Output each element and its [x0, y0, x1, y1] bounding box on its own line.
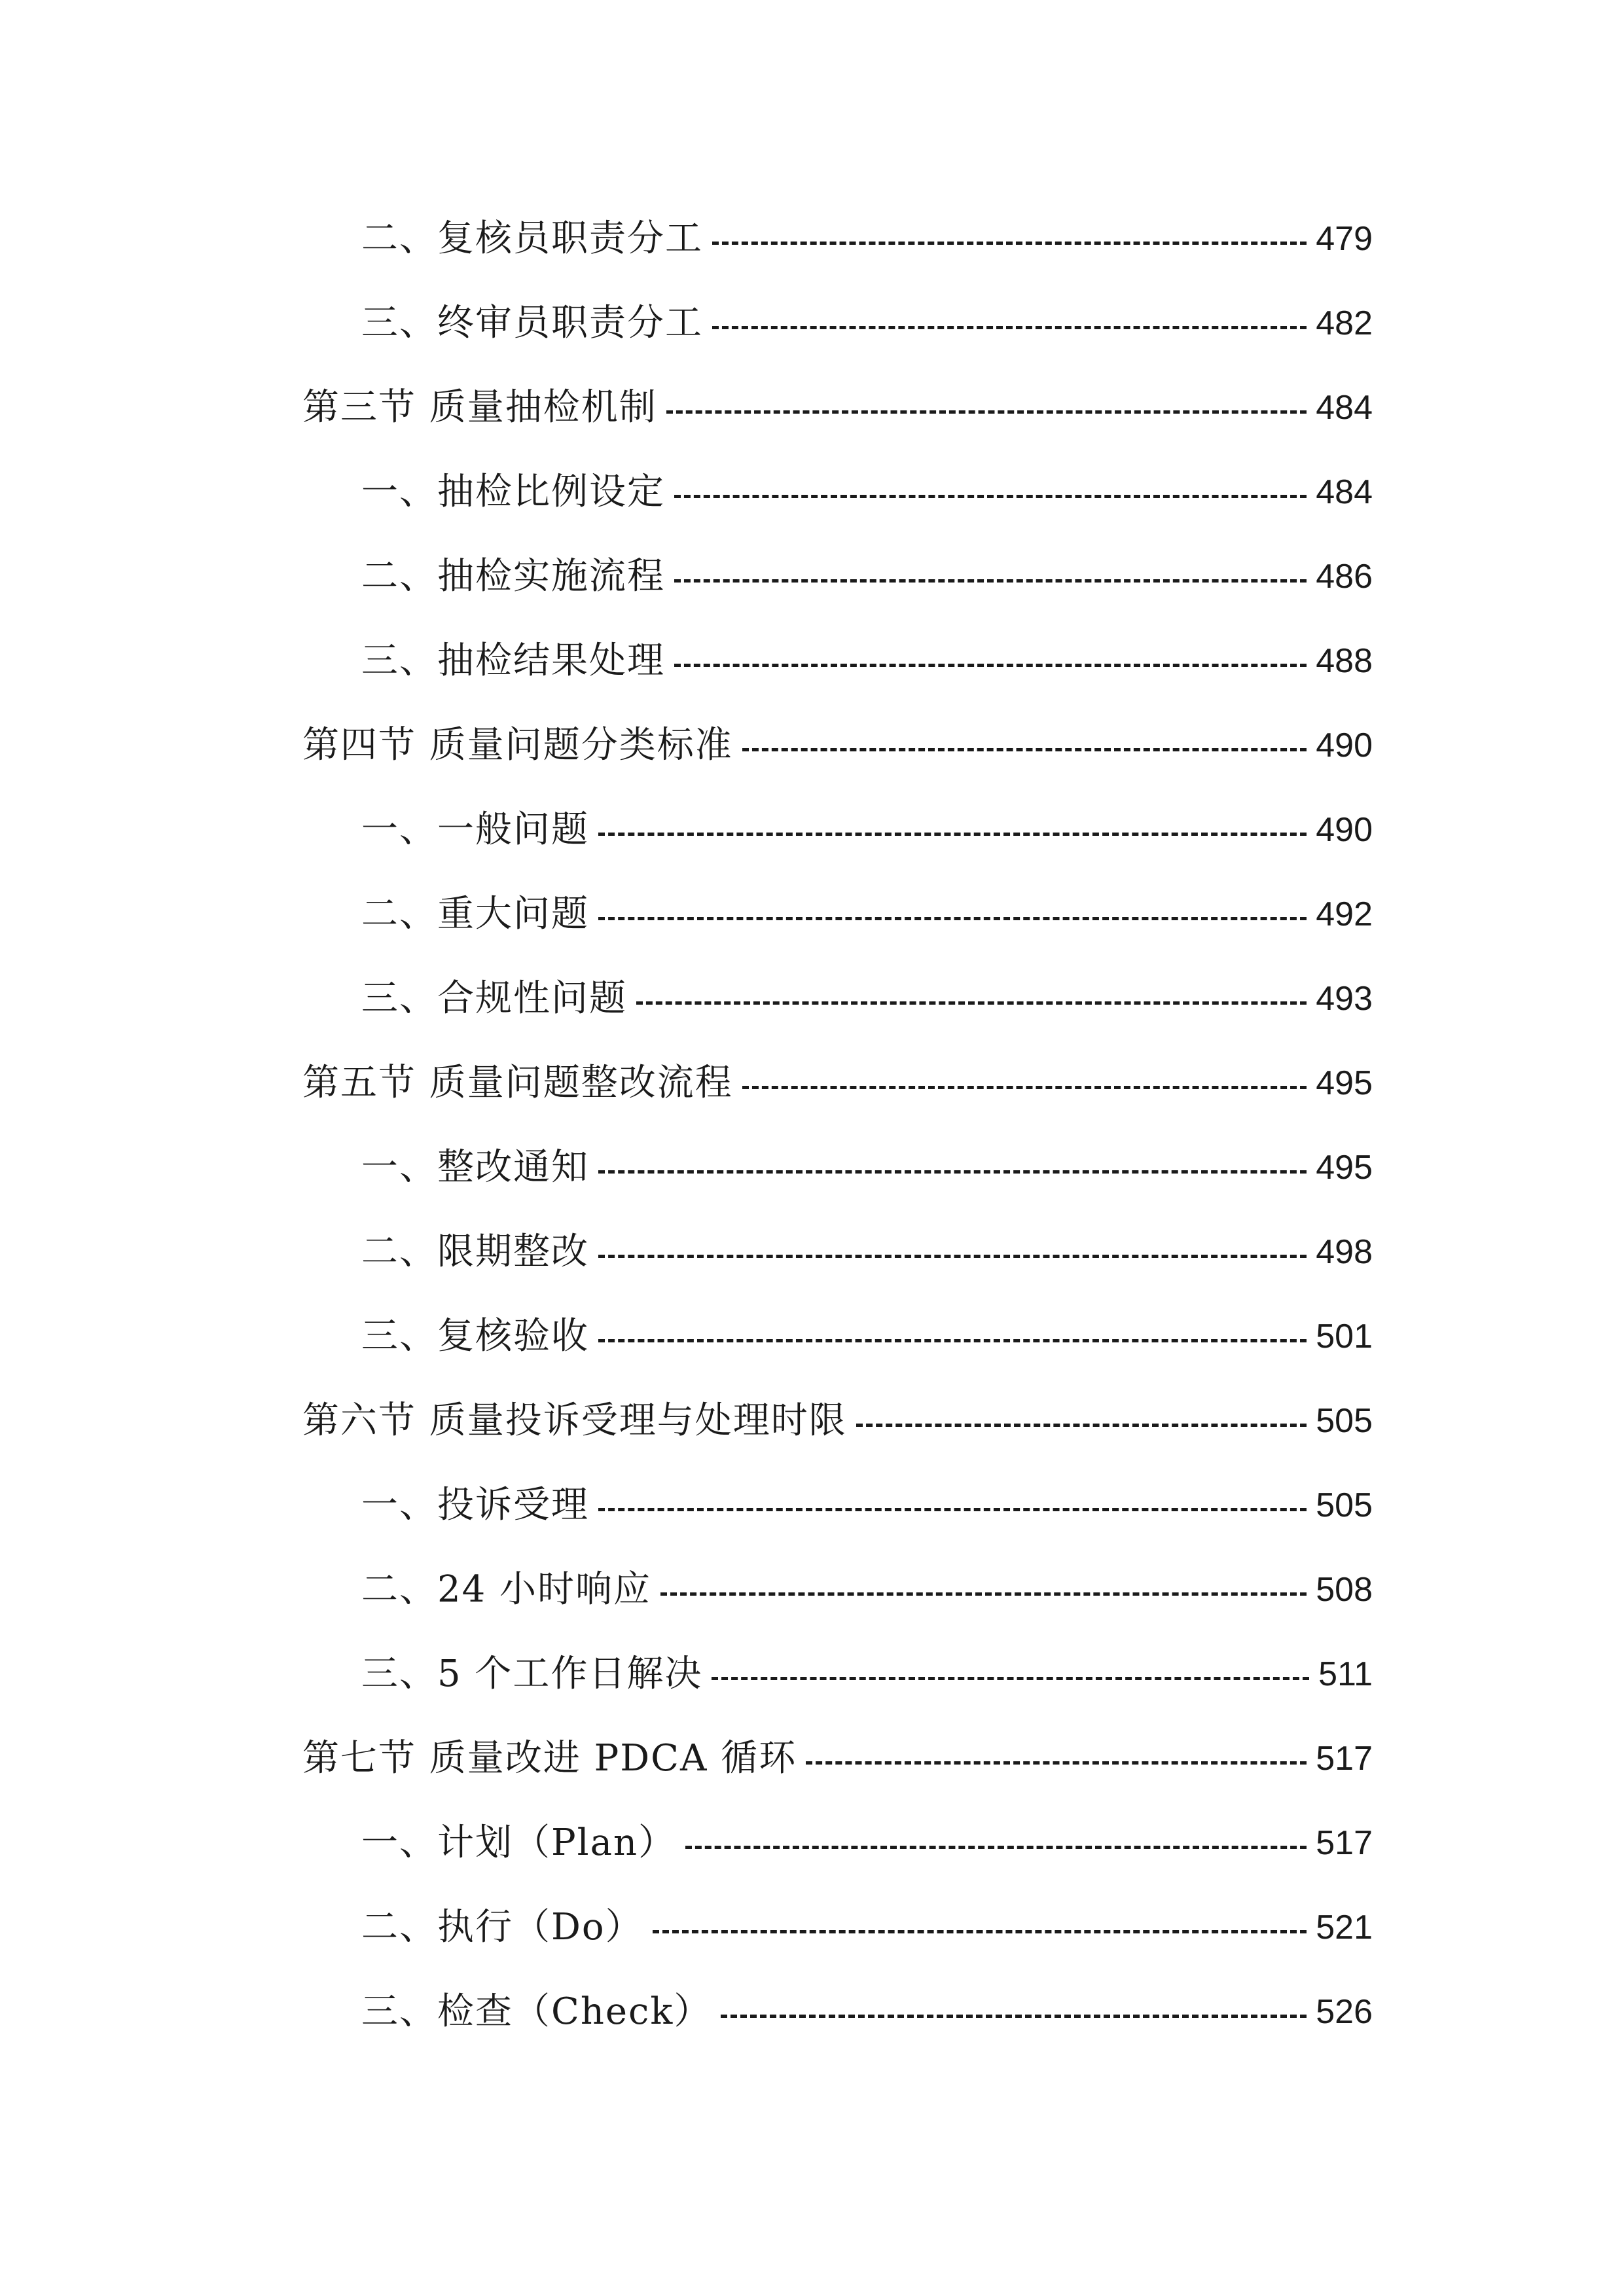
toc-page-number: 495 — [1316, 1149, 1373, 1187]
toc-entry[interactable] — [0, 547, 1624, 606]
toc-leader-dashes — [674, 579, 1307, 583]
toc-entry[interactable] — [0, 294, 1624, 353]
toc-page-number: 490 — [1316, 811, 1373, 849]
toc-page-number: 495 — [1316, 1064, 1373, 1102]
toc-entry-label: 二、限期整改 — [361, 1230, 589, 1273]
toc-leader-dashes — [660, 1592, 1307, 1596]
toc-leader-dashes — [712, 1677, 1309, 1680]
toc-leader-dashes — [653, 1930, 1307, 1933]
toc-entry[interactable] — [0, 885, 1624, 944]
toc-entry-section[interactable] — [0, 1729, 1624, 1788]
toc-page-number: 505 — [1316, 1402, 1373, 1440]
toc-page-number: 484 — [1316, 389, 1373, 427]
toc-page-number: 508 — [1316, 1571, 1373, 1609]
toc-entry-label: 三、合规性问题 — [361, 977, 627, 1020]
toc-entry[interactable] — [0, 1138, 1624, 1197]
toc-page-number: 482 — [1316, 304, 1373, 342]
toc-leader-dashes — [856, 1424, 1307, 1427]
toc-entry-label: 一、整改通知 — [361, 1146, 589, 1189]
toc-page-number: 501 — [1316, 1318, 1373, 1355]
toc-entry[interactable] — [0, 1560, 1624, 1619]
toc-entry-section[interactable] — [0, 378, 1624, 437]
toc-leader-dashes — [712, 326, 1307, 329]
toc-leader-dashes — [598, 1170, 1307, 1174]
toc-page-number: 517 — [1316, 1824, 1373, 1862]
toc-page-number: 521 — [1316, 1909, 1373, 1946]
toc-entry[interactable] — [0, 1476, 1624, 1535]
toc-entry-label: 一、计划（Plan） — [361, 1821, 677, 1864]
toc-entry[interactable] — [0, 1223, 1624, 1282]
toc-page-number: 492 — [1316, 895, 1373, 933]
toc-page-number: 526 — [1316, 1993, 1373, 2031]
toc-entry-label: 第六节 质量投诉受理与处理时限 — [302, 1399, 847, 1442]
toc-entry[interactable] — [0, 1898, 1624, 1957]
toc-leader-dashes — [806, 1761, 1307, 1765]
toc-entry[interactable] — [0, 1307, 1624, 1366]
toc-leader-dashes — [666, 410, 1307, 414]
toc-entry[interactable] — [0, 632, 1624, 691]
toc-entry-label: 一、抽检比例设定 — [361, 471, 665, 513]
toc-leader-dashes — [674, 495, 1307, 498]
toc-page-number: 498 — [1316, 1233, 1373, 1271]
toc-entry[interactable] — [0, 209, 1624, 268]
toc-entry-label: 第三节 质量抽检机制 — [302, 386, 657, 429]
toc-entry[interactable] — [0, 463, 1624, 522]
toc-entry-label: 三、检查（Check） — [361, 1990, 712, 2033]
toc-entry-label: 二、复核员职责分工 — [361, 217, 703, 260]
toc-page-number: 479 — [1316, 220, 1373, 258]
toc-entry[interactable] — [0, 1645, 1624, 1704]
toc-page-number: 484 — [1316, 473, 1373, 511]
toc-leader-dashes — [636, 1001, 1307, 1005]
toc-entry-label: 第七节 质量改进 PDCA 循环 — [302, 1737, 797, 1780]
toc-page-number: 488 — [1316, 642, 1373, 680]
toc-entry-label: 二、重大问题 — [361, 893, 589, 935]
toc-entry[interactable] — [0, 1982, 1624, 2041]
toc-page-number: 493 — [1316, 980, 1373, 1018]
toc-entry[interactable] — [0, 1814, 1624, 1873]
toc-entry[interactable] — [0, 800, 1624, 859]
toc-entry-label: 一、投诉受理 — [361, 1484, 589, 1526]
toc-page-number: 486 — [1316, 558, 1373, 596]
toc-page-number: 511 — [1318, 1655, 1373, 1693]
toc-entry-label: 第四节 质量问题分类标准 — [302, 724, 733, 766]
toc-entry-label: 二、24 小时响应 — [361, 1568, 652, 1611]
toc-leader-dashes — [598, 917, 1307, 920]
toc-leader-dashes — [712, 242, 1307, 245]
toc-leader-dashes — [598, 1508, 1307, 1511]
toc-leader-dashes — [598, 1339, 1307, 1342]
toc-entry-label: 三、抽检结果处理 — [361, 639, 665, 682]
toc-leader-dashes — [674, 664, 1307, 667]
toc-leader-dashes — [598, 833, 1307, 836]
toc-entry-section[interactable] — [0, 1054, 1624, 1113]
toc-entry-section[interactable] — [0, 716, 1624, 775]
toc-leader-dashes — [721, 2015, 1307, 2018]
toc-entry-label: 二、抽检实施流程 — [361, 555, 665, 598]
toc-leader-dashes — [742, 748, 1307, 751]
toc-leader-dashes — [742, 1086, 1307, 1089]
toc-entry-label: 三、终审员职责分工 — [361, 302, 703, 344]
toc-entry-label: 三、5 个工作日解决 — [361, 1653, 703, 1695]
toc-entry-label: 三、复核验收 — [361, 1315, 589, 1357]
toc-leader-dashes — [598, 1255, 1307, 1258]
toc-page-number: 505 — [1316, 1486, 1373, 1524]
toc-leader-dashes — [685, 1846, 1307, 1849]
toc-page-number: 490 — [1316, 726, 1373, 764]
toc-entry[interactable] — [0, 969, 1624, 1028]
toc-entry-section[interactable] — [0, 1391, 1624, 1450]
toc-entry-label: 第五节 质量问题整改流程 — [302, 1062, 733, 1104]
toc-page-number: 517 — [1316, 1740, 1373, 1778]
toc-entry-label: 一、一般问题 — [361, 808, 589, 851]
toc-entry-label: 二、执行（Do） — [361, 1906, 643, 1948]
